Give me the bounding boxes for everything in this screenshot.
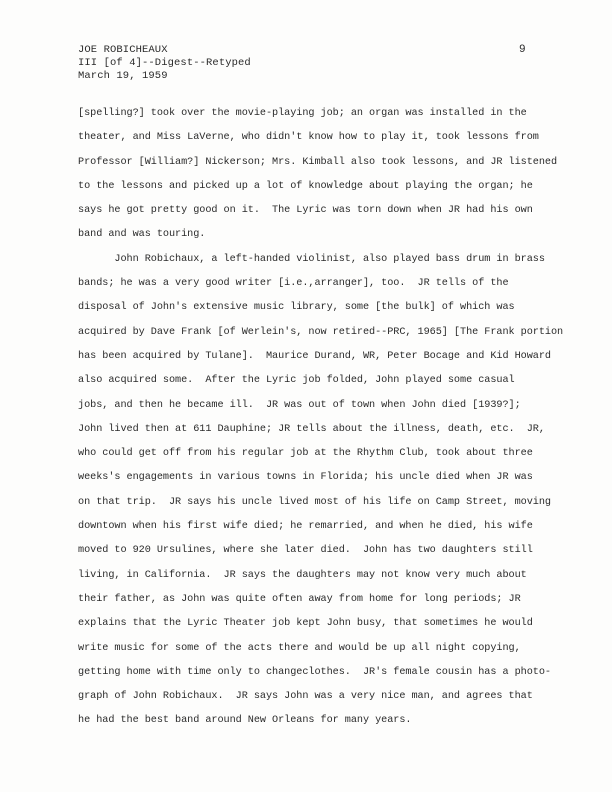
page-number: 9 <box>519 44 526 56</box>
text-line: moved to 920 Ursulines, where she later died. John has two daughters still <box>78 545 533 557</box>
text-line: to the lessons and picked up a lot of knowledge about playing the organ; he <box>78 180 533 192</box>
text-line: living, in California. JR says the daughters may not know very much about <box>78 569 527 581</box>
text-line: [spelling?] took over the movie-playing job; an organ was installed in the <box>78 108 527 119</box>
text-line: who could get off from his regular job at the Rhythm Club, took about three <box>78 448 533 460</box>
body-text <box>78 102 564 734</box>
document-header <box>78 44 251 83</box>
text-line: their father, as John was quite often away from home for long periods; JR <box>78 593 521 605</box>
text-line: explains that the Lyric Theater job kept John busy, that sometimes he would <box>78 618 533 630</box>
header-name: JOE ROBICHEAUX <box>78 44 168 56</box>
text-line: has been acquired by Tulane]. Maurice Durand, WR, Peter Bocage and Kid Howard <box>78 350 551 362</box>
text-line: theater, and Miss LaVerne, who didn't know how to play it, took lessons from <box>78 132 539 144</box>
text-line: he had the best band around New Orleans for many years. <box>78 715 412 727</box>
text-line: write music for some of the acts there and would be up all night copying, <box>78 642 521 654</box>
text-line: disposal of John's extensive music library, some [the bulk] of which was <box>78 302 515 314</box>
text-line: downtown when his first wife died; he remarried, and when he died, his wife <box>78 521 533 533</box>
text-line: also acquired some. After the Lyric job folded, John played some casual <box>78 375 515 387</box>
text-line: says he got pretty good on it. The Lyric was torn down when JR had his own <box>78 205 533 217</box>
text-line: jobs, and then he became ill. JR was out of town when John died [1939?]; <box>78 399 521 411</box>
text-line: on that trip. JR says his uncle lived most of his life on Camp Street, moving <box>78 496 551 508</box>
text-line: John Robichaux, a left-handed violinist, also played bass drum in brass <box>78 253 545 265</box>
header-reel: III [of 4]--Digest--Retyped <box>78 57 251 69</box>
text-line: Professor [William?] Nickerson; Mrs. Kimball also took lessons, and JR listened <box>78 156 558 168</box>
text-line: John lived then at 611 Dauphine; JR tells about the illness, death, etc. JR, <box>78 423 545 435</box>
text-line: band and was touring. <box>78 229 206 241</box>
text-line: bands; he was a very good writer [i.e.,arranger], too. JR tells of the <box>78 278 509 290</box>
text-line: getting home with time only to changeclothes. JR's female cousin has a photo- <box>78 666 551 678</box>
header-date: March 19, 1959 <box>78 70 168 82</box>
text-line: weeks's engagements in various towns in Florida; his uncle died when JR was <box>78 472 533 484</box>
text-line: graph of John Robichaux. JR says John was a very nice man, and agrees that <box>78 691 533 703</box>
text-line: acquired by Dave Frank [of Werlein's, now retired--PRC, 1965] [The Frank portion <box>78 326 564 338</box>
